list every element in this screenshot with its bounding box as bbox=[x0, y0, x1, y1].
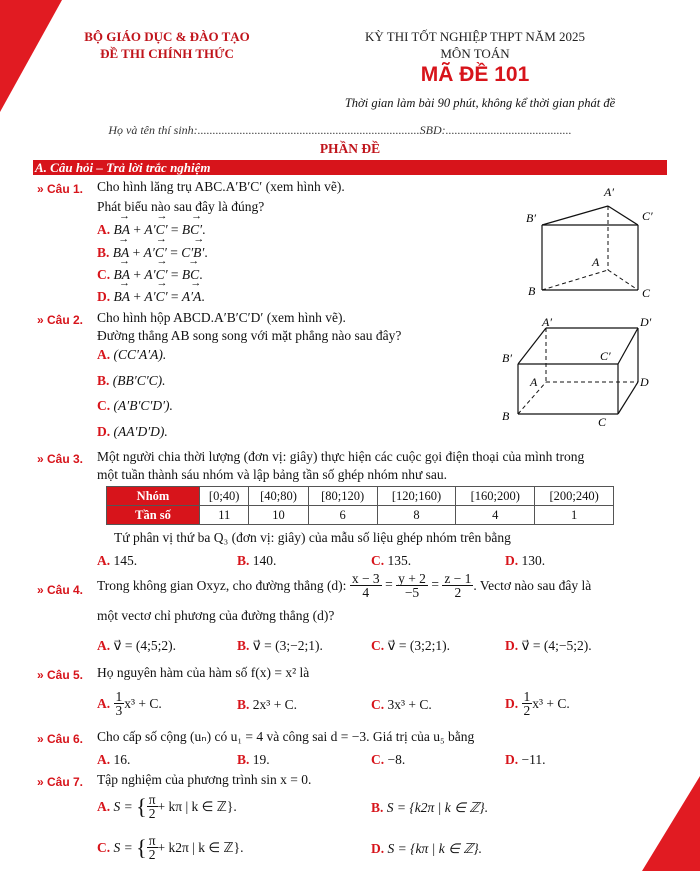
part-a-band: A. Câu hỏi – Trả lời trắc nghiệm bbox=[33, 160, 667, 175]
question-6-label: » Câu 6. bbox=[37, 732, 84, 746]
box-label-b: B bbox=[502, 409, 510, 423]
box-label-a: A bbox=[530, 375, 538, 389]
question-2-option-b[interactable]: B. (BB′C′C). bbox=[97, 373, 166, 388]
question-4-option-c[interactable]: C. v⃗ = (3;2;1). bbox=[371, 638, 450, 653]
box-label-a-prime: A′ bbox=[542, 316, 552, 329]
box-label-c-prime: C′ bbox=[600, 349, 611, 363]
box-label-c: C bbox=[598, 415, 607, 429]
official-exam-label: ĐỀ THI CHÍNH THỨC bbox=[100, 46, 234, 61]
question-3-option-d[interactable]: D. 130. bbox=[505, 553, 546, 568]
question-1-option-a[interactable]: A. → BA + → A′C′ = → BC′. bbox=[97, 222, 206, 238]
table-cell: 4 bbox=[456, 506, 535, 525]
table-cell: 6 bbox=[308, 506, 377, 525]
question-4-stem: Trong không gian Oxyz, cho đường thẳng (d): $\frac{x - 3}{4}$ = $\frac{y + 2}{-5}$ = $\frac{z - 1}{2}$ . Vectơ nào sau đây là bbox=[97, 571, 592, 600]
prism-label-a: A bbox=[592, 255, 600, 269]
question-7-option-b[interactable]: B. S = {k2π | k ∈ ℤ}. bbox=[371, 800, 489, 815]
question-4-option-a[interactable]: A. v⃗ = (4;5;2). bbox=[97, 638, 176, 653]
table-cell: [0;40) bbox=[200, 487, 249, 506]
question-1-stem: Cho hình lăng trụ ABC.A′B′C′ (xem hình vẽ). bbox=[97, 179, 345, 194]
question-6-option-a[interactable]: A. 16. bbox=[97, 752, 131, 767]
question-5-option-b[interactable]: B. 2x³ + C. bbox=[237, 697, 298, 712]
question-5-option-c[interactable]: C. 3x³ + C. bbox=[371, 697, 432, 712]
table-cell: 8 bbox=[377, 506, 456, 525]
ministry-title: BỘ GIÁO DỤC & ĐÀO TẠO bbox=[84, 29, 250, 44]
table-head-group: Nhóm bbox=[107, 487, 200, 506]
question-2-prompt: Đường thẳng AB song song với mặt phẳng nào sau đây? bbox=[97, 328, 402, 343]
table-head-frequency: Tần số bbox=[107, 506, 200, 525]
box-figure bbox=[498, 316, 668, 432]
table-row-groups bbox=[107, 487, 614, 506]
question-7-option-a[interactable]: A. S = { $\frac{\pi}{2}$ + kπ | k ∈ ℤ}. bbox=[97, 792, 237, 821]
exam-title: KỲ THI TỐT NGHIỆP THPT NĂM 2025 bbox=[364, 29, 586, 44]
corner-decoration-top-left bbox=[0, 0, 62, 112]
question-5-label: » Câu 5. bbox=[37, 668, 84, 682]
table-cell: 11 bbox=[200, 506, 249, 525]
question-5-stem: Họ nguyên hàm của hàm số f(x) = x² là bbox=[97, 665, 310, 680]
question-3-label: » Câu 3. bbox=[37, 452, 84, 466]
question-7-label: » Câu 7. bbox=[37, 775, 84, 789]
question-2-option-c[interactable]: C. (A′B′C′D′). bbox=[97, 398, 173, 413]
question-2-option-d[interactable]: D. (AA′D′D). bbox=[97, 424, 168, 439]
table-cell: [40;80) bbox=[249, 487, 308, 506]
section-title: PHẦN ĐỀ bbox=[319, 141, 381, 156]
question-4-prompt: một vectơ chỉ phương của đường thẳng (d)? bbox=[97, 608, 335, 623]
table-cell: [120;160) bbox=[377, 487, 456, 506]
question-1-prompt: Phát biểu nào sau đây là đúng? bbox=[97, 199, 265, 214]
question-1-option-b[interactable]: B. → BA + → A′C′ = → C′B′. bbox=[97, 245, 208, 261]
question-6-option-d[interactable]: D. −11. bbox=[505, 752, 546, 767]
question-6-option-c[interactable]: C. −8. bbox=[371, 752, 406, 767]
prism-label-b: B bbox=[528, 284, 536, 298]
prism-label-b-prime: B′ bbox=[526, 211, 536, 225]
question-7-option-d[interactable]: D. S = {kπ | k ∈ ℤ}. bbox=[371, 841, 483, 856]
time-note: Thời gian làm bài 90 phút, không kể thời gian phát đề bbox=[344, 96, 616, 110]
question-2-label: » Câu 2. bbox=[37, 313, 84, 327]
question-3-option-c[interactable]: C. 135. bbox=[371, 553, 412, 568]
table-cell: [200;240) bbox=[535, 487, 614, 506]
question-7-option-c[interactable]: C. S = { $\frac{\pi}{2}$ + k2π | k ∈ ℤ}. bbox=[97, 833, 244, 862]
question-3-stem-line1: Một người chia thời lượng (đơn vị: giây) thực hiện các cuộc gọi điện thoại của mình trong bbox=[97, 449, 585, 464]
box-label-d-prime: D′ bbox=[640, 316, 652, 329]
question-4-option-b[interactable]: B. v⃗ = (3;−2;1). bbox=[237, 638, 323, 653]
question-2-stem: Cho hình hộp ABCD.A′B′C′D′ (xem hình vẽ). bbox=[97, 310, 346, 325]
question-7-stem: Tập nghiệm của phương trình sin x = 0. bbox=[97, 772, 312, 787]
question-1-option-d[interactable]: D. → BA + → A′C′ = → A′A. bbox=[97, 289, 205, 305]
box-label-b-prime: B′ bbox=[502, 351, 512, 365]
question-6-option-b[interactable]: B. 19. bbox=[237, 752, 270, 767]
exam-code: MÃ ĐỀ 101 bbox=[420, 63, 530, 86]
question-1-option-c[interactable]: C. → BA + → A′C′ = → BC. bbox=[97, 267, 203, 283]
question-3-option-b[interactable]: B. 140. bbox=[237, 553, 277, 568]
prism-label-c: C bbox=[642, 286, 651, 300]
box-label-d: D bbox=[640, 375, 649, 389]
prism-label-c-prime: C′ bbox=[642, 209, 653, 223]
frequency-table bbox=[106, 486, 614, 525]
question-2-option-a[interactable]: A. (CC′A′A). bbox=[97, 347, 167, 362]
table-cell: 1 bbox=[535, 506, 614, 525]
question-4-label: » Câu 4. bbox=[37, 583, 84, 597]
prism-label-a-prime: A′ bbox=[604, 185, 614, 199]
table-cell: [80;120) bbox=[308, 487, 377, 506]
subject-title: MÔN TOÁN bbox=[440, 46, 510, 61]
question-5-option-a[interactable]: A. $\frac{1}{3}$ x³ + C. bbox=[97, 689, 162, 718]
question-3-option-a[interactable]: A. 145. bbox=[97, 553, 138, 568]
table-cell: 10 bbox=[249, 506, 308, 525]
question-3-stem-line2: một tuần thành sáu nhóm và lập bảng tần số ghép nhóm như sau. bbox=[97, 467, 448, 482]
table-row-frequency bbox=[107, 506, 614, 525]
corner-decoration-bottom-right bbox=[642, 776, 700, 871]
table-cell: [160;200) bbox=[456, 487, 535, 506]
question-3-prompt: Tứ phân vị thứ ba Q₃ (đơn vị: giây) của mẫu số liệu ghép nhóm trên bằng bbox=[114, 530, 511, 545]
question-6-stem: Cho cấp số cộng (uₙ) có u₁ = 4 và công sai d = −3. Giá trị của u₅ bằng bbox=[97, 729, 475, 744]
question-4-option-d[interactable]: D. v⃗ = (4;−5;2). bbox=[505, 638, 592, 653]
question-5-option-d[interactable]: D. $\frac{1}{2}$ x³ + C. bbox=[505, 689, 570, 718]
question-1-label: » Câu 1. bbox=[37, 182, 84, 196]
prism-figure bbox=[520, 180, 670, 302]
candidate-line: Họ và tên thí sinh:..........................................................................SBD:.......................................... bbox=[108, 123, 572, 137]
